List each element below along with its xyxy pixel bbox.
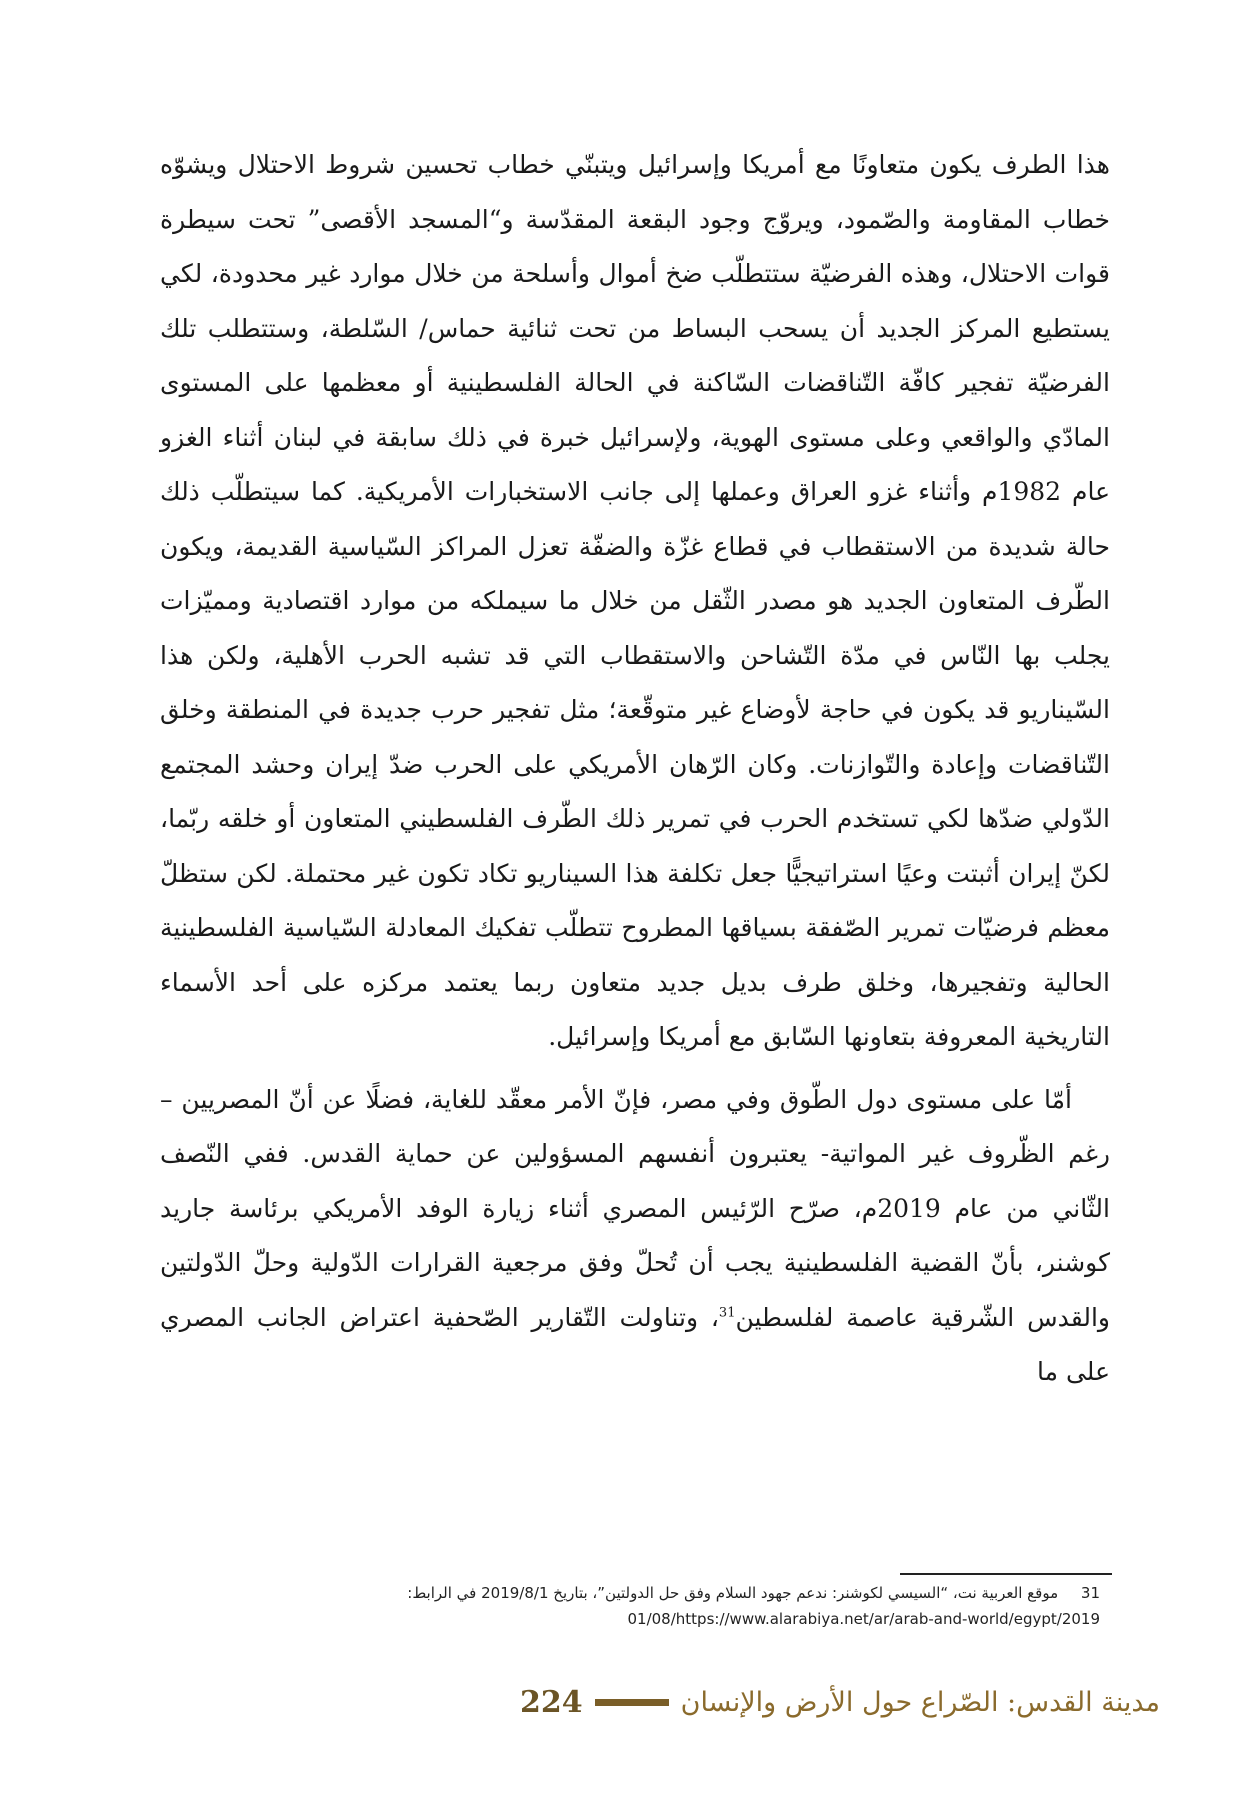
page-number: 224 bbox=[520, 1684, 583, 1720]
footnote-reference[interactable]: 31 bbox=[718, 1305, 736, 1321]
footer-decorative-bar bbox=[595, 1699, 669, 1706]
paragraph-2-end: ، وتناولت التّقارير الصّحفية اعتراض الجانب المصري على ما bbox=[160, 1302, 1110, 1386]
paragraph-1: هذا الطرف يكون متعاونًا مع أمريكا وإسرائيل ويتبنّي خطاب تحسين شروط الاحتلال ويشوّه خطاب المقاومة والصّمود، ويروّج وجود البقعة المقدّسة و“المسجد الأقصى” تحت سيطرة قوات الاحتلال، وهذه الفرضيّة ستتطلّب ضخ أموال وأسلحة من خلال موارد غير محدودة، لكي يستطيع المركز الجديد أن يسحب البساط من تحت ثنائية حماس/ السّلطة، وستتطلب تلك الفرضيّة تفجير كافّة التّناقضات السّاكنة في الحالة الفلسطينية أو معظمها على المستوى المادّي والواقعي وعلى مستوى الهوية، ولإسرائيل خبرة في ذلك سابقة في لبنان أثناء الغزو عام 1982م وأثناء غزو العراق وعملها إلى جانب الاستخبارات الأمريكية. كما سيتطلّب ذلك حالة شديدة من الاستقطاب في قطاع غزّة والضفّة تعزل المراكز السّياسية القديمة، ويكون الطّرف المتعاون الجديد هو مصدر الثّقل من خلال ما سيملكه من موارد اقتصادية ومميّزات يجلب بها النّاس في مدّة التّشاحن والاستقطاب التي قد تشبه الحرب الأهلية، ولكن هذا السّيناريو قد يكون في حاجة لأوضاع غير متوقّعة؛ مثل تفجير حرب جديدة في المنطقة وخلق التّناقضات وإعادة والتّوازنات. وكان الرّهان الأمريكي على الحرب ضدّ إيران وحشد المجتمع الدّولي ضدّها لكي تستخدم الحرب في تمرير ذلك الطّرف الفلسطيني المتعاون أو خلقه ربّما، لكنّ إيران أثبتت وعيًا استراتيجيًّا جعل تكلفة هذا السيناريو تكاد تكون غير محتملة. لكن ستظلّ معظم فرضيّات تمرير الصّفقة بسياقها المطروح تتطلّب تفكيك المعادلة السّياسية الفلسطينية الحالية وتفجيرها، وخلق طرف بديل جديد متعاون ربما يعتمد مركزه على أحد الأسماء التاريخية المعروفة بتعاونها السّابق مع أمريكا وإسرائيل. bbox=[160, 150, 1110, 1051]
paragraph-2-text: أمّا على مستوى دول الطّوق وفي مصر، فإنّ الأمر معقّد للغاية، فضلًا عن أنّ المصريين –رغم الظّروف غير المواتية- يعتبرون أنفسهم المسؤولين عن حماية القدس. ففي النّصف الثّاني من عام 2019م، صرّح الرّئيس المصري أثناء زيارة الوفد الأمريكي برئاسة جاريد كوشنر، بأنّ القضية الفلسطينية يجب أن تُحلّ وفق مرجعية القرارات الدّولية وحلّ الدّولتين والقدس الشّرقية عاصمة لفلسطين bbox=[160, 1084, 1110, 1332]
footnote-number: 31 bbox=[1080, 1584, 1100, 1602]
footnote-separator bbox=[900, 1573, 1112, 1575]
running-title: مدينة القدس: الصّراع حول الأرض والإنسان bbox=[680, 1686, 1160, 1718]
page-footer bbox=[520, 1678, 1160, 1726]
footnote bbox=[250, 1580, 1100, 1632]
footnote-line-1 bbox=[250, 1580, 1100, 1606]
footnote-line-2 bbox=[250, 1606, 1100, 1632]
footnote-url[interactable]: 01/08/https://www.alarabiya.net/ar/arab-and-world/egypt/2019 bbox=[627, 1610, 1100, 1628]
paragraph-2 bbox=[160, 1073, 1110, 1400]
footnote-text: موقع العربية نت، “السيسي لكوشنر: ندعم جهود السلام وفق حل الدولتين”، بتاريخ 2019/8/1 في الرابط: bbox=[407, 1584, 1059, 1602]
main-text bbox=[160, 138, 1110, 1400]
